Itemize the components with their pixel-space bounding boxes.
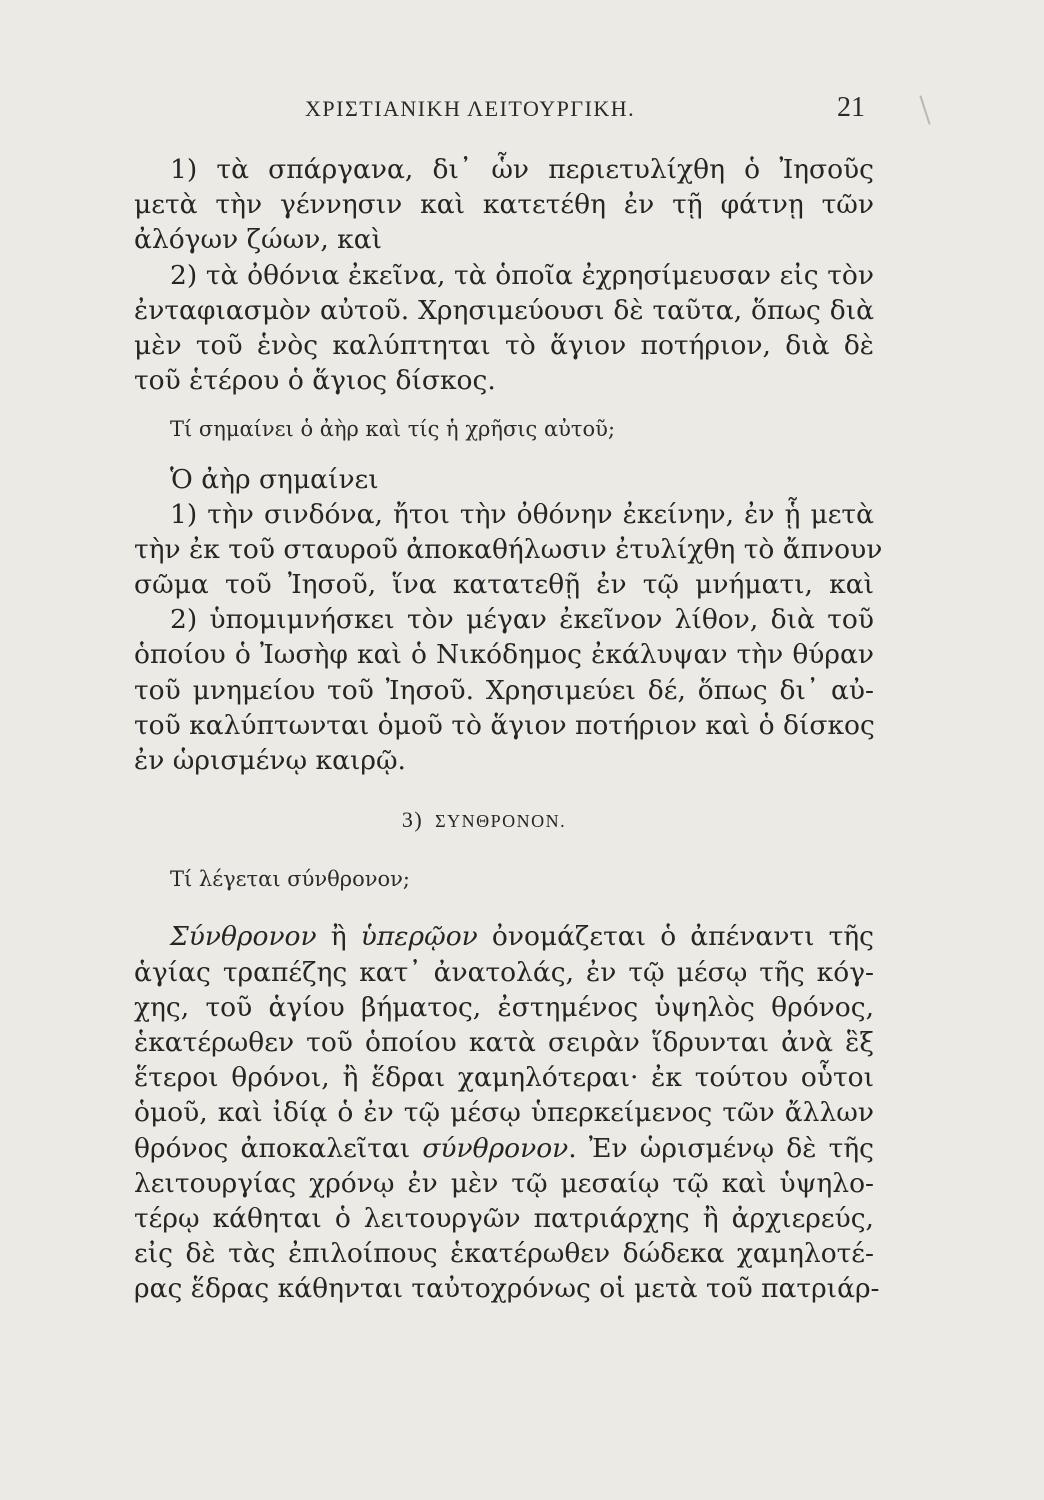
running-title: ΧΡΙΣΤΙΑΝΙΚΗ ΛΕΙΤΟΥΡΓΙΚΗ. <box>305 96 636 121</box>
answer-intro: Ὁ ἀὴρ σημαίνει <box>170 463 379 495</box>
body-text <box>134 152 883 1306</box>
text-line: τοῦ καλύπτωνται ὁμοῦ τὸ ἅγιον ποτήριον καὶ ὁ δίσκος <box>134 709 875 741</box>
text-line: τέρῳ κάθηται ὁ λειτουργῶν πατριάρχης ἢ ἀρχιερεύς, <box>134 1202 874 1234</box>
text-line: τὴν ἐκ τοῦ σταυροῦ ἀποκαθήλωσιν ἐτυλίχθη τὸ ἄπνουν <box>134 533 883 565</box>
text-line: 1) τὴν σινδόνα, ἤτοι τὴν ὀθόνην ἐκείνην, ἐν ᾗ μετὰ <box>170 498 874 530</box>
text-line: μετὰ τὴν γέννησιν καὶ κατετέθη ἐν τῇ φάτνῃ τῶν <box>134 189 874 221</box>
section-heading <box>134 800 874 840</box>
section-title: ΣΥΝΘΡΟΝΟΝ. <box>435 811 567 832</box>
page-header <box>305 92 865 136</box>
term-synthronon-2: σύνθρονον <box>422 1132 569 1164</box>
page-edge-mark <box>919 95 930 124</box>
term-hyperoon: ὑπερῷον <box>360 921 478 953</box>
page-number: 21 <box>837 92 865 123</box>
section-number: 3) <box>401 807 424 833</box>
text-line: ἁγίας τραπέζης κατ᾽ ἀνατολάς, ἐν τῷ μέσῳ τῆς κόγ- <box>134 956 874 988</box>
text-line: εἰς δὲ τὰς ἐπιλοίπους ἑκατέρωθεν δώδεκα χαμηλοτέ- <box>134 1238 874 1270</box>
text-line: ἕτεροι θρόνοι, ἢ ἕδραι χαμηλότεραι· ἐκ τούτου οὗτοι <box>134 1062 874 1094</box>
text-line: τοῦ μνημείου τοῦ Ἰησοῦ. Χρησιμεύει δέ, ὅπως δι᾽ αὐ- <box>134 674 874 706</box>
text-line: ρας ἕδρας κάθηνται ταὐτοχρόνως οἱ μετὰ τοῦ πατριάρ- <box>134 1273 880 1305</box>
text-line: ὁποίου ὁ Ἰωσὴφ καὶ ὁ Νικόδημος ἐκάλυψαν τὴν θύραν <box>134 639 874 671</box>
text-line: 1) τὰ σπάργανα, δι᾽ ὧν περιετυλίχθη ὁ Ἰησοῦς <box>170 154 874 185</box>
question-heading: Τί λέγεται σύνθρονον; <box>170 867 410 892</box>
text-line: λειτουργίας χρόνῳ ἐν μὲν τῷ μεσαίῳ τῷ καὶ ὑψηλο- <box>134 1167 874 1199</box>
text-line: ἐνταφιασμὸν αὐτοῦ. Χρησιμεύουσι δὲ ταῦτα, ὅπως διὰ <box>134 294 874 326</box>
text-line: ὁμοῦ, καὶ ἰδίᾳ ὁ ἐν τῷ μέσῳ ὑπερκείμενος τῶν ἄλλων <box>134 1097 874 1129</box>
text-line: τοῦ ἑτέρου ὁ ἅγιος δίσκος. <box>134 365 496 397</box>
text-line: 2) ὑπομιμνήσκει τὸν μέγαν ἐκεῖνον λίθον, διὰ τοῦ <box>170 604 874 636</box>
text-line: Σύνθρονον ἢ ὑπερῷον ὀνομάζεται ὁ ἀπέναντι τῆς <box>170 921 874 953</box>
term-synthronon: Σύνθρονον <box>170 921 317 953</box>
text-line: μὲν τοῦ ἑνὸς καλύπτηται τὸ ἅγιον ποτήριον, διὰ δὲ <box>134 329 874 361</box>
text-line: θρόνος ἀποκαλεῖται σύνθρονον. Ἐν ὡρισμένῳ δὲ τῆς <box>134 1132 874 1164</box>
text-line: ἀλόγων ζώων, καὶ <box>134 224 383 256</box>
text-line: ἐν ὡρισμένῳ καιρῷ. <box>134 745 406 776</box>
question-heading: Τί σημαίνει ὁ ἀὴρ καὶ τίς ἡ χρῆσις αὐτοῦ; <box>170 417 616 442</box>
text-line: 2) τὰ ὀθόνια ἐκεῖνα, τὰ ὁποῖα ἐχρησίμευσαν εἰς τὸν <box>170 259 874 291</box>
text-line: χης, τοῦ ἁγίου βήματος, ἐστημένος ὑψηλὸς θρόνος, <box>134 991 874 1023</box>
text-line: ἑκατέρωθεν τοῦ ὁποίου κατὰ σειρὰν ἵδρυνται ἀνὰ ἓξ <box>134 1026 874 1058</box>
text-line: σῶμα τοῦ Ἰησοῦ, ἵνα κατατεθῇ ἐν τῷ μνήματι, καὶ <box>134 569 874 601</box>
